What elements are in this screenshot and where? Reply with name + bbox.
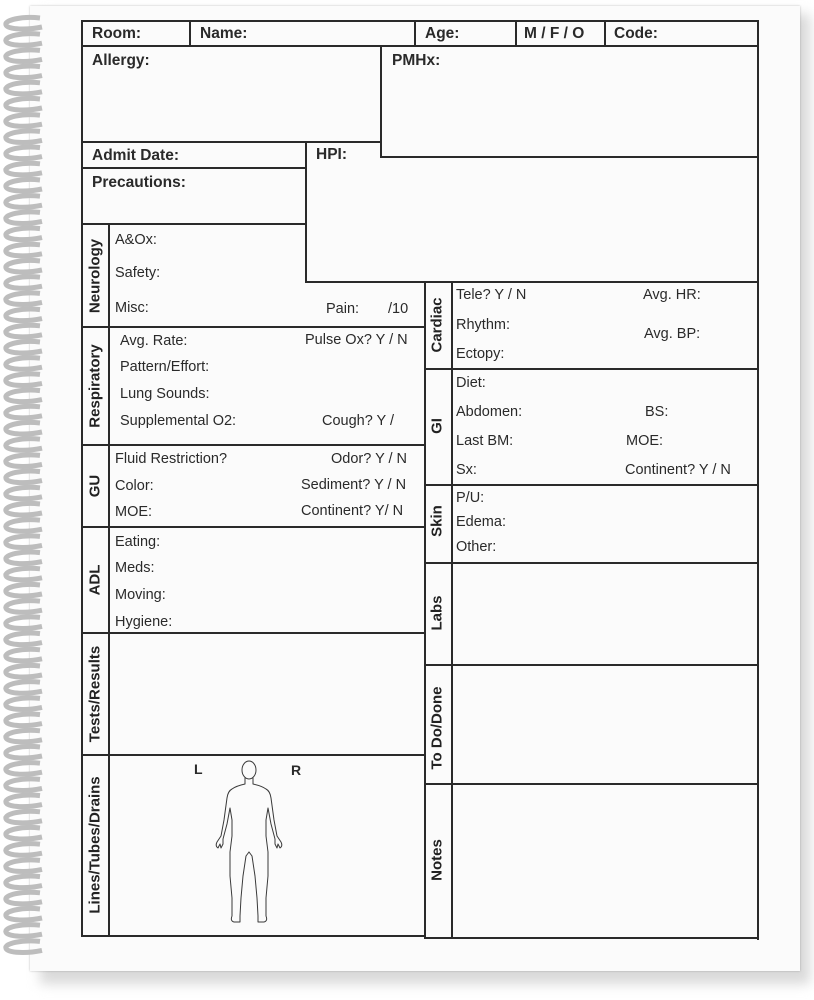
lung-sounds-label: Lung Sounds: (120, 386, 210, 402)
spiral-coil (6, 17, 42, 29)
labs-title: Labs (428, 595, 446, 631)
spiral-coil (6, 244, 42, 256)
spiral-coil (6, 714, 42, 726)
lines-tubes-drains-title: Lines/Tubes/Drains (86, 776, 104, 914)
spiral-coil (6, 617, 42, 629)
gu-title: GU (86, 474, 104, 498)
avg-bp-label: Avg. BP: (644, 326, 701, 342)
admit-date-label: Admit Date: (92, 147, 179, 164)
edema-label: Edema: (456, 514, 506, 530)
spiral-coil (6, 892, 42, 904)
right-marker: R (291, 762, 302, 778)
spiral-coil (6, 471, 42, 483)
spiral-coil (6, 277, 42, 289)
spiral-coil (6, 860, 42, 872)
gu-moe-label: MOE: (115, 504, 153, 520)
spiral-coil (6, 779, 42, 791)
spiral-coil (6, 50, 42, 62)
spiral-coil (6, 633, 42, 645)
age-label: Age: (425, 25, 460, 42)
spiral-coil (6, 876, 42, 888)
pu-label: P/U: (456, 490, 485, 506)
spiral-coil (6, 682, 42, 694)
color-label: Color: (115, 478, 154, 494)
spiral-coil (6, 795, 42, 807)
spiral-coil (6, 439, 42, 451)
neurology-title: Neurology (86, 238, 104, 314)
gi-moe-label: MOE: (626, 433, 664, 449)
misc-label: Misc: (115, 300, 149, 316)
spiral-coil (6, 163, 42, 175)
odor-label: Odor? Y / N (331, 451, 408, 467)
cardiac-title: Cardiac (428, 297, 446, 353)
spiral-coil (6, 228, 42, 240)
diet-label: Diet: (456, 375, 486, 391)
spiral-coil (6, 665, 42, 677)
spiral-coil (6, 82, 42, 94)
pulse-ox-label: Pulse Ox? Y / N (305, 332, 408, 348)
spiral-coil (6, 34, 42, 46)
rhythm-label: Rhythm: (456, 317, 510, 333)
pattern-label: Pattern/Effort: (120, 359, 210, 375)
spiral-coil (6, 179, 42, 191)
pain-scale: /10 (388, 301, 409, 317)
spiral-coil (6, 584, 42, 596)
left-marker: L (194, 761, 203, 777)
tests-results-title: Tests/Results (86, 645, 104, 743)
skin-title: Skin (428, 505, 446, 537)
room-label: Room: (92, 25, 142, 42)
avg-hr-label: Avg. HR: (643, 287, 701, 303)
supplemental-o2-label: Supplemental O2: (120, 413, 237, 429)
spiral-coil (6, 358, 42, 370)
spiral-coil (6, 925, 42, 937)
respiratory-title: Respiratory (86, 344, 104, 428)
safety-label: Safety: (115, 265, 161, 281)
sx-label: Sx: (456, 462, 477, 478)
spiral-coil (6, 66, 42, 78)
spiral-coil (6, 341, 42, 353)
spiral-coil (6, 503, 42, 515)
aox-label: A&Ox: (115, 232, 157, 248)
cough-label: Cough? Y / (322, 413, 395, 429)
gi-title: GI (428, 418, 446, 434)
fluid-restriction-label: Fluid Restriction? (115, 451, 228, 467)
abdomen-label: Abdomen: (456, 404, 523, 420)
spiral-coil (6, 698, 42, 710)
spiral-coil (6, 844, 42, 856)
name-label: Name: (200, 25, 248, 42)
spiral-coil (6, 196, 42, 208)
hpi-label: HPI: (316, 146, 347, 163)
spiral-coil (6, 811, 42, 823)
spiral-coil (6, 520, 42, 532)
precautions-label: Precautions: (92, 174, 186, 191)
eating-label: Eating: (115, 534, 161, 550)
notes-title: Notes (428, 839, 446, 881)
bs-label: BS: (645, 404, 669, 420)
spiral-coil (6, 730, 42, 742)
spiral-coil (6, 746, 42, 758)
meds-label: Meds: (115, 560, 155, 576)
moving-label: Moving: (115, 587, 166, 603)
spiral-coil (6, 374, 42, 386)
spiral-coil (6, 487, 42, 499)
spiral-coil (6, 536, 42, 548)
spiral-coil (6, 325, 42, 337)
spiral-binding (0, 0, 48, 960)
spiral-coil (6, 260, 42, 272)
spiral-coil (6, 406, 42, 418)
pain-label: Pain: (326, 301, 360, 317)
spiral-coil (6, 422, 42, 434)
tele-label: Tele? Y / N (456, 287, 527, 303)
todo-done-title: To Do/Done (428, 686, 446, 770)
gi-continent-label: Continent? Y / N (625, 462, 731, 478)
spiral-coil (6, 212, 42, 224)
allergy-label: Allergy: (92, 52, 150, 69)
spiral-coil (6, 763, 42, 775)
spiral-coil (6, 908, 42, 920)
sex-options: M / F / O (524, 25, 585, 42)
avg-rate-label: Avg. Rate: (120, 333, 188, 349)
spiral-coil (6, 552, 42, 564)
spiral-coil (6, 98, 42, 110)
gu-continent-label: Continent? Y/ N (301, 503, 404, 519)
human-body-outline-icon (208, 758, 290, 926)
adl-title: ADL (86, 564, 104, 596)
hygiene-label: Hygiene: (115, 614, 173, 630)
spiral-coil (6, 941, 42, 953)
spiral-coil (6, 649, 42, 661)
spiral-coil (6, 293, 42, 305)
spiral-coil (6, 131, 42, 143)
spiral-coil (6, 601, 42, 613)
other-label: Other: (456, 539, 497, 555)
code-label: Code: (614, 25, 658, 42)
pmhx-label: PMHx: (392, 52, 441, 69)
spiral-coil (6, 390, 42, 402)
spiral-coil (6, 115, 42, 127)
spiral-coil (6, 455, 42, 467)
spiral-coil (6, 568, 42, 580)
spiral-coil (6, 827, 42, 839)
spiral-coil (6, 309, 42, 321)
sediment-label: Sediment? Y / N (301, 477, 407, 493)
ectopy-label: Ectopy: (456, 346, 505, 362)
spiral-coil (6, 147, 42, 159)
last-bm-label: Last BM: (456, 433, 514, 449)
